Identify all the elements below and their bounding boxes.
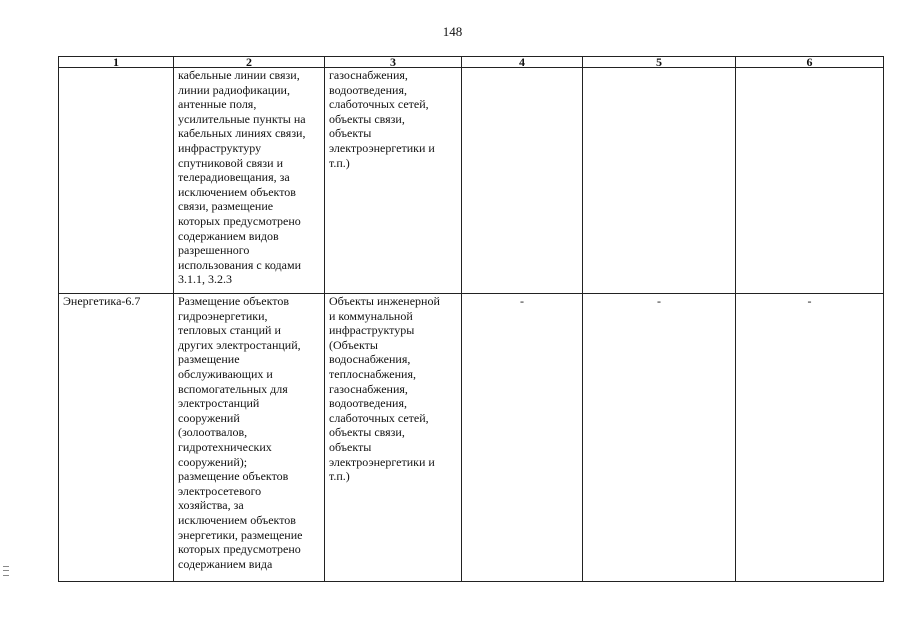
column-header-4: 4 [462,57,583,68]
cell-text: Энергетика-6.7 [63,294,141,308]
table-cell [462,294,583,582]
table-cell [174,68,325,294]
table-header-row [59,57,884,68]
table-row [59,294,884,582]
margin-mark-icon [3,566,9,576]
document-table [58,56,884,582]
table-cell [325,68,462,294]
table-cell [462,68,583,294]
cell-text: Размещение объектов гидроэнергетики, тепловых станций и других электростанций, размещение обслуживающих и вспомогательных для электростанций сооружений (золоотвалов, гидротехнических сооружений); размещение объектов электросетевого хозяйства, за исключением объектов энергетики, размещение которых предусмотрено содержанием вида [178,294,303,571]
table-cell [736,68,884,294]
table-cell [59,68,174,294]
cell-text: кабельные линии связи, линии радиофикации, антенные поля, усилительные пункты на кабельных линиях связи, инфраструктуру спутниковой связи и телерадиовещания, за исключением объектов связи, размещение которых предусмотрено содержанием видов разрешенного использования с кодами 3.1.1, 3.2.3 [178,68,306,287]
column-header-6: 6 [736,57,884,68]
dash-value: - [657,294,661,308]
table-row [59,68,884,294]
cell-text: газоснабжения, водоотведения, слаботочных сетей, объекты связи, объекты электроэнергетики и т.п.) [329,68,435,170]
column-header-5: 5 [583,57,736,68]
dash-value: - [807,294,812,308]
table-cell [583,68,736,294]
column-header-3: 3 [325,57,462,68]
column-header-2: 2 [174,57,325,68]
column-header-1: 1 [59,57,174,68]
cell-text: Объекты инженерной и коммунальной инфраструктуры (Объекты водоснабжения, теплоснабжения, газоснабжения, водоотведения, слаботочных сетей, объекты связи, объекты электроэнергетики и т.п.) [329,294,440,484]
table-cell [59,294,174,582]
table-cell [174,294,325,582]
table-cell [736,294,884,582]
page-number: 148 [442,24,463,39]
table-cell [583,294,736,582]
table-cell [325,294,462,582]
dash-value: - [520,294,524,308]
